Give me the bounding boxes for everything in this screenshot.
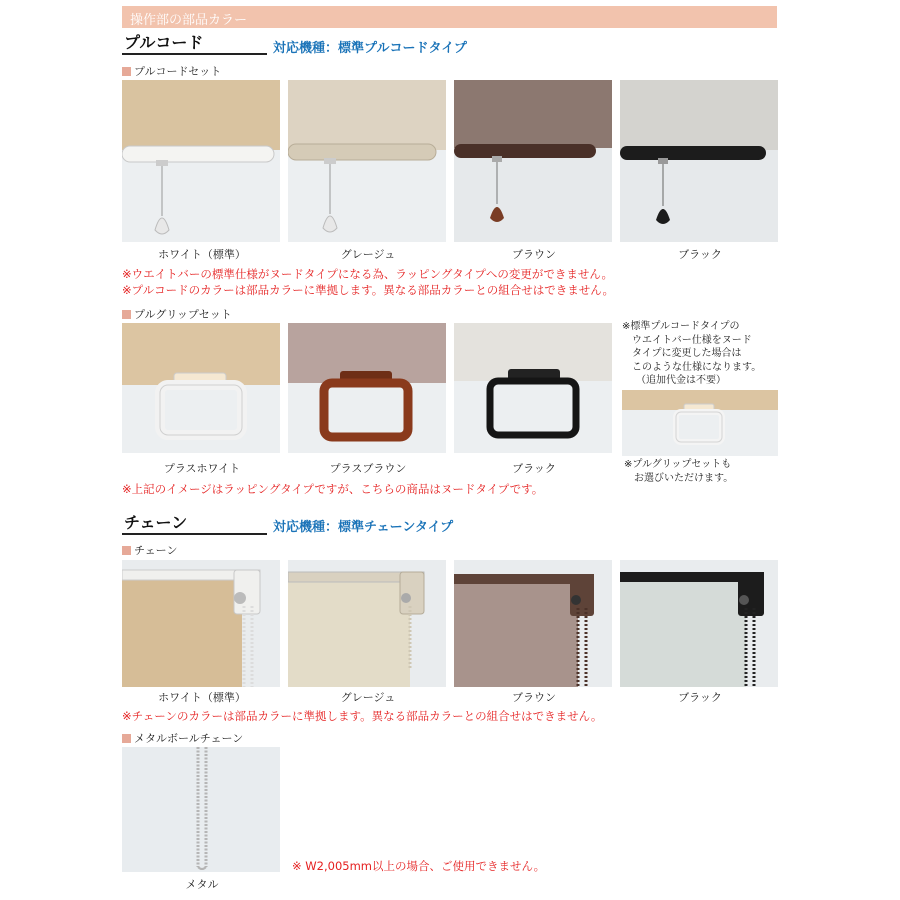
pullcord-photo-white [122, 80, 280, 242]
pullgrip-caption: プラスブラウン [329, 462, 407, 475]
chain-note: ※チェーンのカラーは部品カラーに準拠します。異なる部品カラーとの組合せはできません。 [122, 709, 603, 723]
pullgrip-photo-brown [288, 323, 446, 453]
chain-photo-black [620, 560, 778, 687]
banner-title: 操作部の部品カラー [130, 13, 248, 28]
pullcord-note-wrapping: ※ウエイトバーの標準仕様がヌードタイプになる為、ラッピングタイプへの変更ができません。 [122, 267, 614, 281]
pullcord-set-subheading: プルコードセット [122, 63, 221, 79]
pullgrip-photo-black [454, 323, 612, 453]
metal-chain-photo [122, 747, 280, 872]
pullgrip-caption: ブラック [512, 462, 556, 475]
chain-title: チェーン [124, 513, 188, 532]
pullcord-photo-brown [454, 80, 612, 242]
pullcord-caption: ブラウン [512, 248, 556, 261]
metal-chain-subheading: メタルボールチェーン [122, 730, 243, 746]
pullgrip-note: ※上記のイメージはラッピングタイプですが、こちらの商品はヌードタイプです。 [122, 482, 544, 496]
pullcord-caption: ブラック [678, 248, 722, 261]
pullcord-compat: 対応機種：標準プルコードタイプ [273, 41, 467, 56]
pullgrip-side-note: ※標準プルコードタイプの ウエイトバー仕様をヌード タイプに変更した場合は このような仕様になります。 （追加代金は不要） [622, 321, 762, 386]
chain-caption: グレージュ [340, 691, 396, 704]
pullcord-title-underline [122, 53, 267, 55]
pullgrip-caption: プラスホワイト [163, 462, 241, 475]
pullgrip-nude-photo [622, 390, 778, 456]
chain-photo-brown [454, 560, 612, 687]
section-banner [122, 6, 777, 28]
chain-photo-greige [288, 560, 446, 687]
pullcord-photo-black [620, 80, 778, 242]
square-bullet-icon [122, 310, 131, 319]
metal-chain-caption: メタル [185, 878, 219, 891]
square-bullet-icon [122, 546, 131, 555]
pullcord-caption: ホワイト（標準） [158, 248, 246, 261]
chain-caption: ブラウン [512, 691, 556, 704]
pullcord-note-color: ※プルコードのカラーは部品カラーに準拠します。異なる部品カラーとの組合せはできません。 [122, 283, 614, 297]
pullgrip-photo-white [122, 323, 280, 453]
chain-title-underline [122, 533, 267, 535]
pullcord-photo-greige [288, 80, 446, 242]
metal-chain-note: ※ W2,005mm以上の場合、ご使用できません。 [292, 859, 546, 873]
pullgrip-side-note2: ※プルグリップセットも お選びいただけます。 [624, 459, 734, 484]
square-bullet-icon [122, 67, 131, 76]
square-bullet-icon [122, 734, 131, 743]
pullgrip-set-subheading: プルグリップセット [122, 306, 232, 322]
pullcord-title: プルコード [124, 33, 204, 52]
pullcord-caption: グレージュ [340, 248, 396, 261]
chain-compat: 対応機種：標準チェーンタイプ [273, 520, 454, 535]
chain-photo-white [122, 560, 280, 687]
chain-caption: ホワイト（標準） [158, 691, 246, 704]
fabric [122, 80, 280, 150]
chain-caption: ブラック [678, 691, 722, 704]
chain-subheading: チェーン [122, 542, 177, 558]
